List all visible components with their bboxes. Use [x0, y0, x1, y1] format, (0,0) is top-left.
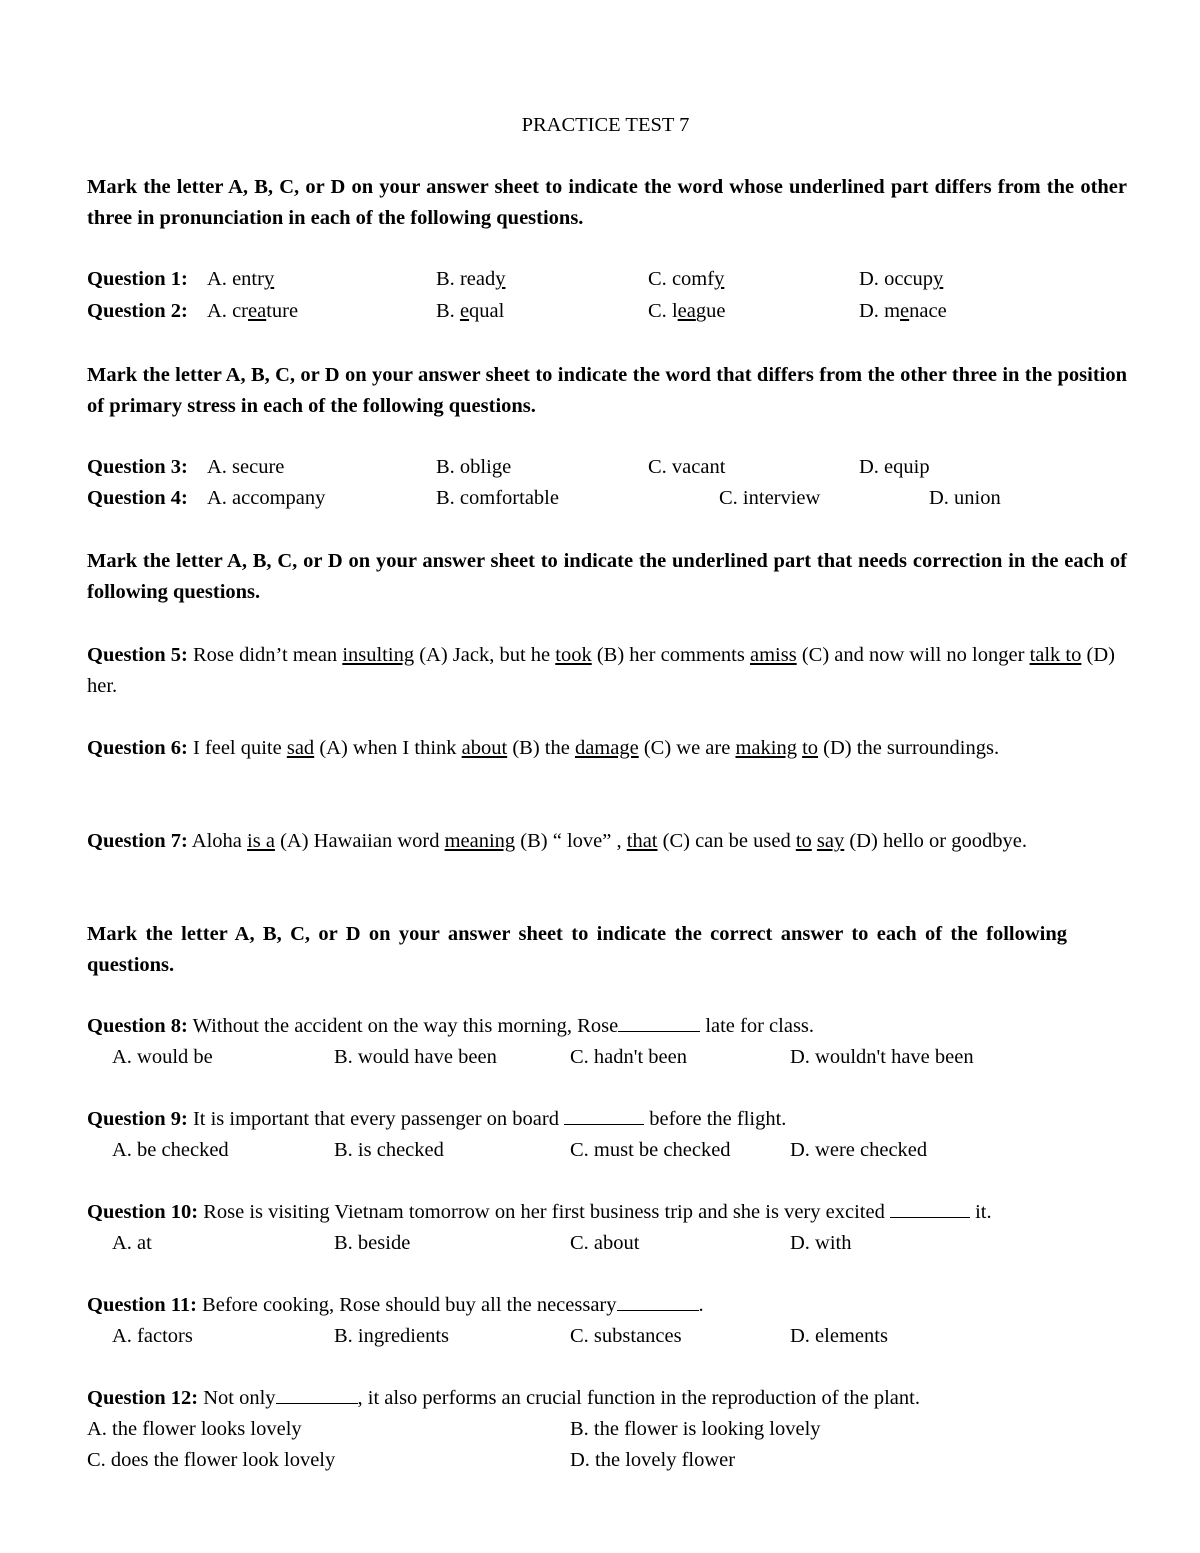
- option-b: B. is checked: [334, 1139, 444, 1161]
- question-2: [0, 300, 1200, 324]
- question-stem: Question 10: Rose is visiting Vietnam tomorrow on her first business trip and she is very excited it.: [87, 1201, 992, 1223]
- option-b: B. equal: [436, 300, 505, 322]
- instruction-stress: Mark the letter A, B, C, or D on your answer sheet to indicate the word that differs from the other three in the position of primary stress in each of the following questions.: [87, 364, 1127, 417]
- option-b: B. the flower is looking lovely: [570, 1418, 821, 1440]
- option-b: B. comfortable: [436, 487, 559, 509]
- option-a: A. accompany: [207, 487, 326, 509]
- option-d: D. elements: [790, 1325, 888, 1347]
- option-a: A. secure: [207, 456, 285, 478]
- option-d: D. menace: [859, 300, 947, 322]
- option-a: A. at: [112, 1232, 152, 1254]
- instruction-pronunciation: Mark the letter A, B, C, or D on your answer sheet to indicate the word whose underlined part differs from the other three in pronunciation in each of the following questions.: [87, 176, 1127, 229]
- option-a: A. factors: [112, 1325, 193, 1347]
- option-b: B. would have been: [334, 1046, 497, 1068]
- option-a: A. creature: [207, 300, 299, 322]
- question-label: Question 7:: [87, 830, 188, 852]
- question-label: Question 1:: [87, 268, 188, 290]
- option-c: C. comfy: [648, 268, 725, 290]
- option-b: B. ingredients: [334, 1325, 450, 1347]
- question-label: Question 6:: [87, 737, 188, 759]
- question-stem: Question 12: Not only , it also performs an crucial function in the reproduction of the plant.: [87, 1387, 920, 1409]
- option-c: C. league: [648, 300, 726, 322]
- question-label: Question 2:: [87, 300, 188, 322]
- option-d: D. were checked: [790, 1139, 928, 1161]
- option-c: C. substances: [570, 1325, 682, 1347]
- options-12-row2: [0, 1449, 1200, 1473]
- question-9: [0, 1108, 1200, 1132]
- question-4: [0, 487, 1200, 511]
- option-b: B. oblige: [436, 456, 512, 478]
- option-c: C. hadn't been: [570, 1046, 687, 1068]
- question-7: Question 7: Aloha is a (A) Hawaiian word meaning (B) “ love” , that (C) can be used to say (D) hello or goodbye.: [87, 830, 1027, 852]
- options-11: [0, 1325, 1200, 1349]
- option-a: A. be checked: [112, 1139, 229, 1161]
- question-stem: Question 11: Before cooking, Rose should buy all the necessary .: [87, 1294, 704, 1316]
- page-title: PRACTICE TEST 7: [521, 114, 690, 136]
- question-label: Question 3:: [87, 456, 188, 478]
- option-d: D. wouldn't have been: [790, 1046, 974, 1068]
- question-label: Question 4:: [87, 487, 188, 509]
- option-b: B. ready: [436, 268, 506, 290]
- options-12-row1: [0, 1418, 1200, 1442]
- question-11: [0, 1294, 1200, 1318]
- instruction-correct: Mark the letter A, B, C, or D on your answer sheet to indicate the correct answer to each of the following questions.: [87, 923, 1067, 976]
- question-6: Question 6: I feel quite sad (A) when I think about (B) the damage (C) we are making to (D) the surroundings.: [87, 737, 1000, 759]
- instruction-error: Mark the letter A, B, C, or D on your answer sheet to indicate the underlined part that needs correction in the each of following questions.: [87, 550, 1127, 603]
- question-3: [0, 456, 1200, 480]
- option-d: D. the lovely flower: [570, 1449, 736, 1471]
- option-c: C. must be checked: [570, 1139, 731, 1161]
- option-a: A. entry: [207, 268, 275, 290]
- option-c: C. does the flower look lovely: [87, 1449, 336, 1471]
- question-5: Question 5: Rose didn’t mean insulting (A) Jack, but he took (B) her comments amiss (C) and now will no longer talk to (D) her.: [87, 644, 1115, 697]
- question-stem: Question 9: It is important that every passenger on board before the flight.: [87, 1108, 787, 1130]
- option-c: C. interview: [719, 487, 821, 509]
- question-stem: Question 8: Without the accident on the way this morning, Rose late for class.: [87, 1015, 815, 1037]
- question-label: Question 5:: [87, 644, 188, 666]
- option-d: D. occupy: [859, 268, 944, 290]
- option-a: A. would be: [112, 1046, 213, 1068]
- option-d: D. union: [929, 487, 1001, 509]
- option-a: A. the flower looks lovely: [87, 1418, 302, 1440]
- option-c: C. about: [570, 1232, 640, 1254]
- question-1: [0, 268, 1200, 292]
- question-12: [0, 1387, 1200, 1411]
- options-8: [0, 1046, 1200, 1070]
- options-9: [0, 1139, 1200, 1163]
- question-8: [0, 1015, 1200, 1039]
- option-d: D. with: [790, 1232, 852, 1254]
- option-b: B. beside: [334, 1232, 411, 1254]
- option-c: C. vacant: [648, 456, 726, 478]
- option-d: D. equip: [859, 456, 930, 478]
- question-10: [0, 1201, 1200, 1225]
- options-10: [0, 1232, 1200, 1256]
